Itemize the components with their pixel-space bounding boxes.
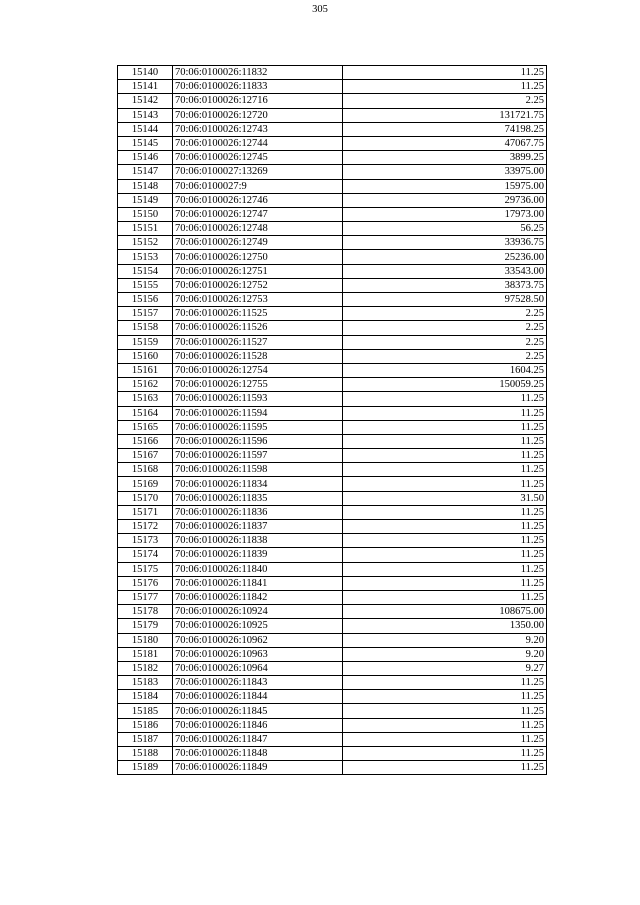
row-number-cell: 15149: [118, 193, 173, 207]
cadastral-number-cell: 70:06:0100026:11845: [173, 704, 343, 718]
table-row: [118, 590, 547, 604]
table-row: [118, 392, 547, 406]
cadastral-number-cell: 70:06:0100026:12747: [173, 207, 343, 221]
area-value-cell: 11.25: [343, 576, 547, 590]
row-number-cell: 15175: [118, 562, 173, 576]
area-value-cell: 25236.00: [343, 250, 547, 264]
row-number-cell: 15145: [118, 136, 173, 150]
table-row: [118, 747, 547, 761]
area-value-cell: 31.50: [343, 491, 547, 505]
cadastral-number-cell: 70:06:0100026:11594: [173, 406, 343, 420]
row-number-cell: 15159: [118, 335, 173, 349]
cadastral-number-cell: 70:06:0100026:11527: [173, 335, 343, 349]
row-number-cell: 15173: [118, 534, 173, 548]
table-row: [118, 449, 547, 463]
cadastral-number-cell: 70:06:0100026:10962: [173, 633, 343, 647]
area-value-cell: 11.25: [343, 80, 547, 94]
row-number-cell: 15186: [118, 718, 173, 732]
cadastral-number-cell: 70:06:0100026:11836: [173, 505, 343, 519]
area-value-cell: 9.20: [343, 633, 547, 647]
row-number-cell: 15176: [118, 576, 173, 590]
cadastral-number-cell: 70:06:0100026:11832: [173, 66, 343, 80]
area-value-cell: 33543.00: [343, 264, 547, 278]
table-row: [118, 406, 547, 420]
row-number-cell: 15172: [118, 520, 173, 534]
row-number-cell: 15146: [118, 151, 173, 165]
area-value-cell: 97528.50: [343, 293, 547, 307]
cadastral-number-cell: 70:06:0100026:11833: [173, 80, 343, 94]
table-row: [118, 321, 547, 335]
area-value-cell: 11.25: [343, 761, 547, 775]
cadastral-number-cell: 70:06:0100026:11593: [173, 392, 343, 406]
area-value-cell: 3899.25: [343, 151, 547, 165]
cadastral-number-cell: 70:06:0100026:11525: [173, 307, 343, 321]
table-row: [118, 66, 547, 80]
row-number-cell: 15184: [118, 690, 173, 704]
area-value-cell: 29736.00: [343, 193, 547, 207]
area-value-cell: 2.25: [343, 307, 547, 321]
cadastral-number-cell: 70:06:0100026:11598: [173, 463, 343, 477]
area-value-cell: 11.25: [343, 434, 547, 448]
cadastral-number-cell: 70:06:0100026:11837: [173, 520, 343, 534]
table-row: [118, 520, 547, 534]
row-number-cell: 15181: [118, 647, 173, 661]
area-value-cell: 38373.75: [343, 278, 547, 292]
cadastral-number-cell: 70:06:0100026:11841: [173, 576, 343, 590]
row-number-cell: 15147: [118, 165, 173, 179]
row-number-cell: 15157: [118, 307, 173, 321]
cadastral-number-cell: 70:06:0100026:12746: [173, 193, 343, 207]
area-value-cell: 17973.00: [343, 207, 547, 221]
table-row: [118, 179, 547, 193]
area-value-cell: 47067.75: [343, 136, 547, 150]
cadastral-number-cell: 70:06:0100026:11834: [173, 477, 343, 491]
area-value-cell: 11.25: [343, 505, 547, 519]
cadastral-number-cell: 70:06:0100026:11596: [173, 434, 343, 448]
area-value-cell: 11.25: [343, 477, 547, 491]
cadastral-number-cell: 70:06:0100026:12752: [173, 278, 343, 292]
parcel-table: [117, 65, 547, 775]
area-value-cell: 9.20: [343, 647, 547, 661]
cadastral-number-cell: 70:06:0100026:12716: [173, 94, 343, 108]
row-number-cell: 15160: [118, 349, 173, 363]
area-value-cell: 11.25: [343, 449, 547, 463]
cadastral-number-cell: 70:06:0100026:10924: [173, 605, 343, 619]
cadastral-number-cell: 70:06:0100026:12745: [173, 151, 343, 165]
area-value-cell: 11.25: [343, 66, 547, 80]
row-number-cell: 15185: [118, 704, 173, 718]
area-value-cell: 11.25: [343, 718, 547, 732]
table-row: [118, 463, 547, 477]
table-row: [118, 222, 547, 236]
area-value-cell: 33975.00: [343, 165, 547, 179]
parcel-table-body: [118, 66, 547, 775]
row-number-cell: 15174: [118, 548, 173, 562]
row-number-cell: 15182: [118, 661, 173, 675]
area-value-cell: 11.25: [343, 392, 547, 406]
table-row: [118, 704, 547, 718]
area-value-cell: 11.25: [343, 520, 547, 534]
table-row: [118, 293, 547, 307]
table-row: [118, 378, 547, 392]
row-number-cell: 15170: [118, 491, 173, 505]
cadastral-number-cell: 70:06:0100026:10964: [173, 661, 343, 675]
row-number-cell: 15183: [118, 676, 173, 690]
area-value-cell: 150059.25: [343, 378, 547, 392]
area-value-cell: 1604.25: [343, 363, 547, 377]
cadastral-number-cell: 70:06:0100026:11846: [173, 718, 343, 732]
table-row: [118, 236, 547, 250]
cadastral-number-cell: 70:06:0100026:11843: [173, 676, 343, 690]
row-number-cell: 15167: [118, 449, 173, 463]
table-row: [118, 264, 547, 278]
table-row: [118, 548, 547, 562]
area-value-cell: 74198.25: [343, 122, 547, 136]
area-value-cell: 11.25: [343, 463, 547, 477]
area-value-cell: 11.25: [343, 534, 547, 548]
row-number-cell: 15179: [118, 619, 173, 633]
table-row: [118, 165, 547, 179]
cadastral-number-cell: 70:06:0100026:12754: [173, 363, 343, 377]
row-number-cell: 15163: [118, 392, 173, 406]
area-value-cell: 11.25: [343, 590, 547, 604]
area-value-cell: 108675.00: [343, 605, 547, 619]
table-row: [118, 647, 547, 661]
row-number-cell: 15148: [118, 179, 173, 193]
table-row: [118, 363, 547, 377]
table-row: [118, 193, 547, 207]
area-value-cell: 11.25: [343, 548, 547, 562]
row-number-cell: 15154: [118, 264, 173, 278]
row-number-cell: 15140: [118, 66, 173, 80]
area-value-cell: 11.25: [343, 747, 547, 761]
row-number-cell: 15168: [118, 463, 173, 477]
table-row: [118, 761, 547, 775]
row-number-cell: 15162: [118, 378, 173, 392]
area-value-cell: 2.25: [343, 335, 547, 349]
row-number-cell: 15158: [118, 321, 173, 335]
cadastral-number-cell: 70:06:0100026:11838: [173, 534, 343, 548]
table-row: [118, 94, 547, 108]
cadastral-number-cell: 70:06:0100026:12751: [173, 264, 343, 278]
cadastral-number-cell: 70:06:0100026:11839: [173, 548, 343, 562]
cadastral-number-cell: 70:06:0100026:10925: [173, 619, 343, 633]
table-row: [118, 207, 547, 221]
area-value-cell: 11.25: [343, 420, 547, 434]
row-number-cell: 15187: [118, 732, 173, 746]
table-row: [118, 108, 547, 122]
row-number-cell: 15144: [118, 122, 173, 136]
table-row: [118, 505, 547, 519]
cadastral-number-cell: 70:06:0100026:11847: [173, 732, 343, 746]
table-row: [118, 250, 547, 264]
table-row: [118, 420, 547, 434]
row-number-cell: 15161: [118, 363, 173, 377]
table-row: [118, 676, 547, 690]
cadastral-number-cell: 70:06:0100026:12755: [173, 378, 343, 392]
row-number-cell: 15143: [118, 108, 173, 122]
row-number-cell: 15150: [118, 207, 173, 221]
table-row: [118, 690, 547, 704]
area-value-cell: 2.25: [343, 321, 547, 335]
table-row: [118, 335, 547, 349]
area-value-cell: 11.25: [343, 406, 547, 420]
area-value-cell: 131721.75: [343, 108, 547, 122]
cadastral-number-cell: 70:06:0100027:13269: [173, 165, 343, 179]
area-value-cell: 1350.00: [343, 619, 547, 633]
cadastral-number-cell: 70:06:0100026:11842: [173, 590, 343, 604]
row-number-cell: 15171: [118, 505, 173, 519]
table-row: [118, 732, 547, 746]
table-row: [118, 633, 547, 647]
area-value-cell: 11.25: [343, 562, 547, 576]
row-number-cell: 15180: [118, 633, 173, 647]
table-row: [118, 491, 547, 505]
row-number-cell: 15141: [118, 80, 173, 94]
cadastral-number-cell: 70:06:0100026:12748: [173, 222, 343, 236]
area-value-cell: 33936.75: [343, 236, 547, 250]
cadastral-number-cell: 70:06:0100026:12744: [173, 136, 343, 150]
cadastral-number-cell: 70:06:0100027:9: [173, 179, 343, 193]
table-row: [118, 718, 547, 732]
row-number-cell: 15155: [118, 278, 173, 292]
table-row: [118, 80, 547, 94]
table-row: [118, 349, 547, 363]
table-row: [118, 434, 547, 448]
row-number-cell: 15177: [118, 590, 173, 604]
area-value-cell: 2.25: [343, 94, 547, 108]
row-number-cell: 15153: [118, 250, 173, 264]
table-row: [118, 122, 547, 136]
row-number-cell: 15189: [118, 761, 173, 775]
area-value-cell: 9.27: [343, 661, 547, 675]
table-row: [118, 576, 547, 590]
table-row: [118, 307, 547, 321]
cadastral-number-cell: 70:06:0100026:12750: [173, 250, 343, 264]
cadastral-number-cell: 70:06:0100026:11849: [173, 761, 343, 775]
cadastral-number-cell: 70:06:0100026:11526: [173, 321, 343, 335]
row-number-cell: 15165: [118, 420, 173, 434]
table-row: [118, 619, 547, 633]
cadastral-number-cell: 70:06:0100026:11835: [173, 491, 343, 505]
page-number: 305: [312, 4, 328, 15]
row-number-cell: 15166: [118, 434, 173, 448]
cadastral-number-cell: 70:06:0100026:10963: [173, 647, 343, 661]
area-value-cell: 11.25: [343, 704, 547, 718]
row-number-cell: 15188: [118, 747, 173, 761]
row-number-cell: 15152: [118, 236, 173, 250]
area-value-cell: 11.25: [343, 732, 547, 746]
row-number-cell: 15164: [118, 406, 173, 420]
row-number-cell: 15151: [118, 222, 173, 236]
cadastral-number-cell: 70:06:0100026:12749: [173, 236, 343, 250]
cadastral-number-cell: 70:06:0100026:12720: [173, 108, 343, 122]
row-number-cell: 15178: [118, 605, 173, 619]
cadastral-number-cell: 70:06:0100026:11528: [173, 349, 343, 363]
cadastral-number-cell: 70:06:0100026:11848: [173, 747, 343, 761]
table-row: [118, 477, 547, 491]
table-row: [118, 605, 547, 619]
table-row: [118, 534, 547, 548]
area-value-cell: 11.25: [343, 676, 547, 690]
area-value-cell: 56.25: [343, 222, 547, 236]
area-value-cell: 15975.00: [343, 179, 547, 193]
cadastral-number-cell: 70:06:0100026:11595: [173, 420, 343, 434]
table-row: [118, 562, 547, 576]
cadastral-number-cell: 70:06:0100026:12743: [173, 122, 343, 136]
cadastral-number-cell: 70:06:0100026:11597: [173, 449, 343, 463]
cadastral-number-cell: 70:06:0100026:11840: [173, 562, 343, 576]
table-row: [118, 151, 547, 165]
table-row: [118, 136, 547, 150]
table-row: [118, 661, 547, 675]
table-row: [118, 278, 547, 292]
cadastral-number-cell: 70:06:0100026:12753: [173, 293, 343, 307]
row-number-cell: 15142: [118, 94, 173, 108]
row-number-cell: 15169: [118, 477, 173, 491]
area-value-cell: 11.25: [343, 690, 547, 704]
row-number-cell: 15156: [118, 293, 173, 307]
cadastral-number-cell: 70:06:0100026:11844: [173, 690, 343, 704]
area-value-cell: 2.25: [343, 349, 547, 363]
